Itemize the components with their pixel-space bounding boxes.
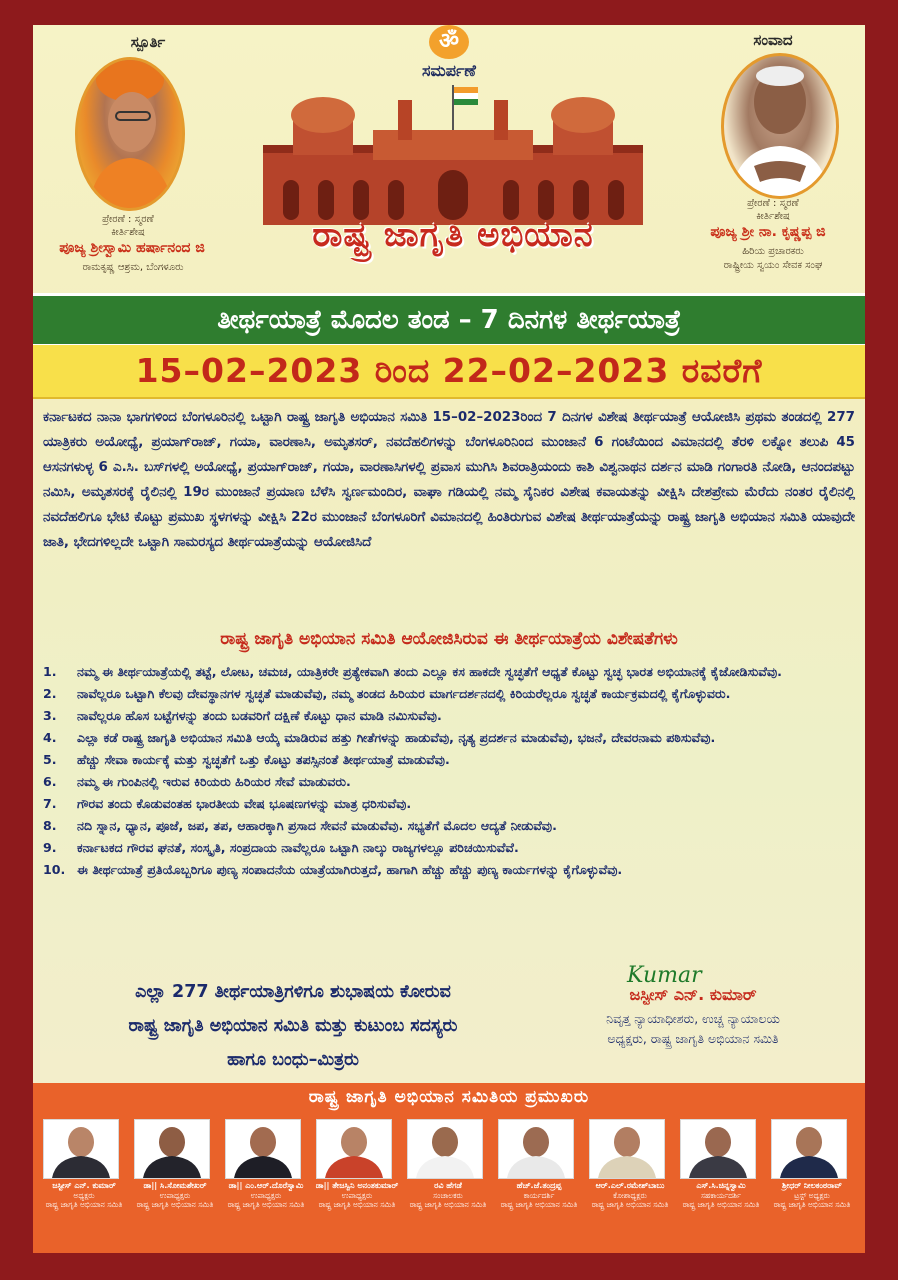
feature-item: 1. ನಮ್ಮ ಈ ತೀರ್ಥಯಾತ್ರೆಯಲ್ಲಿ ತಟ್ಟೆ, ಲೋಟ, ಚಮಚ, ಯಾತ್ರಿಕರೇ ಪ್ರತ್ಯೇಕವಾಗಿ ತಂದು ಎಲ್ಲೂ ಕಸ ಹಾಕದೇ ಸ್ವಚ್ಛತೆಗೆ ಆಧ್ಯತೆ ಕೊಟ್ಟು ಸ್ವಚ್ಛ ಭಾರತ ಅಭಿಯಾನಕ್ಕೆ ಕೈಜೋಡಿಸುವೆವು. — [43, 664, 782, 679]
avatar — [681, 1120, 755, 1178]
left-portrait-image — [78, 60, 182, 208]
right-portrait — [721, 53, 839, 199]
feature-item: 10. ಈ ತೀರ್ಥಯಾತ್ರೆ ಪ್ರತಿಯೊಬ್ಬರಿಗೂ ಪುಣ್ಯ ಸಂಪಾದನೆಯ ಯಾತ್ರೆಯಾಗಿರುತ್ತದೆ, ಹಾಗಾಗಿ ಹೆಚ್ಚು ಹೆಚ್ಚು ಪುಣ್ಯ ಕಾರ್ಯಗಳನ್ನು ಕೈಗೊಳ್ಳುವೆವು. — [43, 862, 623, 877]
member-card: ಆರ್.ಎಲ್.ರಮೇಶ್‌ಬಾಬು ಕೋಶಾಧ್ಯಕ್ಷರು ರಾಷ್ಟ್ರ ಜಾಗೃತಿ ಅಭಿಯಾನ ಸಮಿತಿ — [585, 1119, 675, 1209]
red-fort-illustration — [263, 85, 643, 225]
right-line2: ಕೀರ್ತಿಶೇಷ — [756, 211, 790, 222]
features-heading: ರಾಷ್ಟ್ರ ಜಾಗೃತಿ ಅಭಿಯಾನ ಸಮಿತಿ ಆಯೋಜಿಸಿರುವ ಈ ತೀರ್ಥಯಾತ್ರೆಯ ವಿಶೇಷತೆಗಳು — [220, 629, 678, 649]
signatory-name: ಜಸ್ಟೀಸ್ ಎನ್. ಕುಮಾರ್ — [629, 985, 757, 1004]
member-card: ಹೆಚ್.ಜೆ.ತಂದ್ರಪ್ಪ ಕಾರ್ಯದರ್ಶಿ ರಾಷ್ಟ್ರ ಜಾಗೃತಿ ಅಭಿಯಾನ ಸಮಿತಿ — [494, 1119, 584, 1209]
member-photo — [680, 1119, 756, 1179]
right-line1: ಪ್ರೇರಣೆ : ಸ್ಮರಣೆ — [747, 198, 799, 209]
feature-item: 9. ಕರ್ನಾಟಕದ ಗೌರವ ಘನತೆ, ಸಂಸ್ಕೃತಿ, ಸಂಪ್ರದಾಯ ನಾವೆಲ್ಲರೂ ಒಟ್ಟಾಗಿ ನಾಲ್ಕು ರಾಜ್ಯಗಳಲ್ಲೂ ಪರಿಚಯಿಸುವೆವೆ. — [43, 840, 519, 855]
member-card: ಜಸ್ಟೀಸ್ ಎನ್. ಕುಮಾರ್ ಅಧ್ಯಕ್ಷರು ರಾಷ್ಟ್ರ ಜಾಗೃತಿ ಅಭಿಯಾನ ಸಮಿತಿ — [39, 1119, 129, 1209]
closing-line-2: ರಾಷ್ಟ್ರ ಜಾಗೃತಿ ಅಭಿಯಾನ ಸಮಿತಿ ಮತ್ತು ಕುಟುಂಬ ಸದಸ್ಯರು — [128, 1016, 458, 1036]
member-photo — [43, 1119, 119, 1179]
avatar — [226, 1120, 300, 1178]
closing-line-3: ಹಾಗೂ ಬಂಧು–ಮಿತ್ರರು — [227, 1050, 359, 1070]
pilgrimage-banner: ತೀರ್ಥಯಾತ್ರೆ ಮೊದಲ ತಂಡ – 7 ದಿನಗಳ ತೀರ್ಥಯಾತ್ರೆ — [33, 293, 865, 347]
om-icon: ॐ — [429, 25, 469, 59]
member-card: ಶ್ರೀಧರ್ ನೀಲಕಂಠರಾವ್ ಟ್ರಸ್ಟ್ ಅಧ್ಯಕ್ಷರು ರಾಷ್ಟ್ರ ಜಾಗೃತಿ ಅಭಿಯಾನ ಸಮಿತಿ — [767, 1119, 857, 1209]
member-card: ರವಿ ಹೆಗಡೆ ಸಂಚಾಲಕರು ರಾಷ್ಟ್ರ ಜಾಗೃತಿ ಅಭಿಯಾನ ಸಮಿತಿ — [403, 1119, 493, 1209]
features-list — [41, 661, 857, 881]
feature-item: 6. ನಮ್ಮ ಈ ಗುಂಪಿನಲ್ಲಿ ಇರುವ ಕಿರಿಯರು ಹಿರಿಯರ ಸೇವೆ ಮಾಡುವರು. — [43, 774, 351, 789]
member-card: ಡಾ|| ಸಿ.ಸೋಮಶೇಖರ್ ಉಪಾಧ್ಯಕ್ಷರು ರಾಷ್ಟ್ರ ಜಾಗೃತಿ ಅಭಿಯಾನ ಸಮಿತಿ — [130, 1119, 220, 1209]
left-heading: ಸ್ಪೂರ್ತಿ — [130, 33, 166, 51]
member-card: ಎಸ್.ಸಿ.ಚಿನ್ನಸ್ವಾಮಿ ಸಹಕಾರ್ಯದರ್ಶಿ ರಾಷ್ಟ್ರ ಜಾಗೃತಿ ಅಭಿಯಾನ ಸಮಿತಿ — [676, 1119, 766, 1209]
right-name: ಪೂಜ್ಯ ಶ್ರೀ ನಾ. ಕೃಷ್ಣಪ್ಪ ಜಿ — [710, 224, 826, 240]
left-portrait — [75, 57, 185, 211]
members-heading: ರಾಷ್ಟ್ರ ಜಾಗೃತಿ ಅಭಿಯಾನ ಸಮಿತಿಯ ಪ್ರಮುಖರು — [308, 1087, 590, 1107]
avatar — [44, 1120, 118, 1178]
left-line1: ಪ್ರೇರಣೆ : ಸ್ಮರಣೆ — [102, 214, 154, 225]
right-portrait-image — [724, 56, 836, 196]
right-heading: ಸಂವಾದ — [753, 31, 793, 49]
signatory-title-1: ನಿವೃತ್ತ ನ್ಯಾಯಾಧೀಶರು, ಉಚ್ಚ ನ್ಯಾಯಾಲಯ — [606, 1011, 780, 1026]
feature-item: 8. ನದಿ ಸ್ನಾನ, ಧ್ಯಾನ, ಪೂಜೆ, ಜಪ, ತಪ, ಆಹಾರಕ್ಕಾಗಿ ಪ್ರಸಾದ ಸೇವನೆ ಮಾಡುವೆವು. ಸಭ್ಯತೆಗೆ ಮೊದಲ ಆದ್ಯತೆ ನೀಡುವೆವು. — [43, 818, 557, 833]
right-role: ಹಿರಿಯ ಪ್ರಚಾರಕರು — [742, 246, 804, 257]
avatar — [135, 1120, 209, 1178]
left-line2: ಕೀರ್ತಿಶೇಷ — [111, 227, 145, 238]
description-paragraph: ಕರ್ನಾಟಕದ ನಾನಾ ಭಾಗಗಳಿಂದ ಬೆಂಗಳೂರಿನಲ್ಲಿ ಒಟ್ಟಾಗಿ ರಾಷ್ಟ್ರ ಜಾಗೃತಿ ಅಭಿಯಾನ ಸಮಿತಿ 15–02–2023ರಿಂದ 7 ದಿನಗಳ ವಿಶೇಷ ತೀರ್ಥಯಾತ್ರೆ ಆಯೋಜಿಸಿ ಪ್ರಥಮ ತಂಡದಲ್ಲಿ 277 ಯಾತ್ರಿಕರು ಅಯೋಧ್ಯೆ, ಪ್ರಯಾಗ್‌ರಾಜ್, ಗಯಾ, ವಾರಣಾಸಿ, ಅಮೃತಸರ್, ನವದೆಹಲಿಗಳನ್ನು ಬೆಂಗಳೂರಿನಿಂದ ಮುಂಜಾನೆ 6 ಗಂಟೆಯಿಂದ ವಿಮಾನದಲ್ಲಿ ತೆರಳಿ ಲಕ್ನೋ ತಲುಪಿ 45 ಆಸನಗಳುಳ್ಳ 6 ಎ.ಸಿ. ಬಸ್‌ಗಳಲ್ಲಿ ಅಯೋಧ್ಯೆ, ಪ್ರಯಾಗ್‌ರಾಜ್, ಗಯಾ, ವಾರಣಾಸಿಗಳಲ್ಲಿ ಪ್ರವಾಸ ಮುಗಿಸಿ ಶಿವರಾತ್ರಿಯಂದು ಕಾಶಿ ವಿಶ್ವನಾಥನ ದರ್ಶನ ಮಾಡಿ ಗಂಗಾರತಿ ನೋಡಿ, ಆನಂದಪಟ್ಟು ನಮಿಸಿ, ಅಮೃತಸರಕ್ಕೆ ರೈಲಿನಲ್ಲಿ 19ರ ಮುಂಜಾನೆ ಪ್ರಯಾಣ ಬೆಳೆಸಿ ಸ್ವರ್ಣಮಂದಿರ, ವಾಘಾ ಗಡಿಯಲ್ಲಿ ನಮ್ಮ ಸೈನಿಕರ ವಿಶೇಷ ಕವಾಯತನ್ನು ವೀಕ್ಷಿಸಿ ದೇಶಪ್ರೇಮ ಮೆರೆದು ನಂತರ ರೈಲಿನಲ್ಲಿ ನವದೆಹಲಿಗೂ ಭೇಟಿ ಕೊಟ್ಟು ಪ್ರಮುಖ ಸ್ಥಳಗಳನ್ನು ವೀಕ್ಷಿಸಿ 22ರ ಮುಂಜಾನೆ ಬೆಂಗಳೂರಿಗೆ ವಿಮಾನದಲ್ಲಿ ಹಿಂತಿರುಗುವ ವಿಶೇಷ ತೀರ್ಥಯಾತ್ರೆಯನ್ನು ರಾಷ್ಟ್ರ ಜಾಗೃತಿ ಅಭಿಯಾನ ಸಮಿತಿ ಯಾವುದೇ ಜಾತಿ, ಭೇದಗಳಿಲ್ಲದೇ ಒಟ್ಟಾಗಿ ಸಾಮರಸ್ಯದ ತೀರ್ಥಯಾತ್ರೆಯನ್ನು ಆಯೋಜಿಸಿದೆ — [43, 410, 856, 550]
member-card: ಡಾ|| ತೇಜಸ್ವಿನಿ ಅನಂತಕುಮಾರ್ ಉಪಾಧ್ಯಕ್ಷರು ರಾಷ್ಟ್ರ ಜಾಗೃತಿ ಅಭಿಯಾನ ಸಮಿತಿ — [312, 1119, 402, 1209]
feature-item: 2. ನಾವೆಲ್ಲರೂ ಒಟ್ಟಾಗಿ ಕೆಲವು ದೇವಸ್ಥಾನಗಳ ಸ್ವಚ್ಛತೆ ಮಾಡುವೆವು, ನಮ್ಮ ತಂಡದ ಹಿರಿಯರ ಮಾರ್ಗದರ್ಶನದಲ್ಲಿ ಕಿರಿಯರೆಲ್ಲರೂ ಸ್ವಚ್ಛತೆ ಕಾರ್ಯಕ್ರಮದಲ್ಲಿ ಕೈಗೊಳ್ಳುವರು. — [43, 686, 731, 701]
avatar — [317, 1120, 391, 1178]
member-card: ಡಾ|| ಎಂ.ಆರ್.ದೊರೆಸ್ವಾಮಿ ಉಪಾಧ್ಯಕ್ಷರು ರಾಷ್ಟ್ರ ಜಾಗೃತಿ ಅಭಿಯಾನ ಸಮಿತಿ — [221, 1119, 311, 1209]
member-photo — [316, 1119, 392, 1179]
member-photo — [771, 1119, 847, 1179]
avatar — [772, 1120, 846, 1178]
member-photo — [498, 1119, 574, 1179]
poster-content — [33, 25, 865, 1253]
signature: Kumar — [627, 963, 702, 988]
feature-item: 7. ಗೌರವ ತಂದು ಕೊಡುವಂತಹ ಭಾರತೀಯ ವೇಷ ಭೂಷಣಗಳನ್ನು ಮಾತ್ರ ಧರಿಸುವೆವು. — [43, 796, 412, 811]
signatory-title — [543, 1009, 843, 1049]
member-photo — [407, 1119, 483, 1179]
member-photo — [134, 1119, 210, 1179]
feature-item: 3. ನಾವೆಲ್ಲರೂ ಹೊಸ ಬಟ್ಟೆಗಳನ್ನು ತಂದು ಬಡವರಿಗೆ ದಕ್ಷಿಣೆ ಕೊಟ್ಟು ಧಾನ ಮಾಡಿ ನಮಿಸುವೆವು. — [43, 708, 442, 723]
main-title: ರಾಷ್ಟ್ರ ಜಾಗೃತಿ ಅಭಿಯಾನ — [312, 215, 594, 255]
right-org: ರಾಷ್ಟ್ರೀಯ ಸ್ವಯಂ ಸೇವಕ ಸಂಘ — [723, 260, 823, 271]
member-photo — [225, 1119, 301, 1179]
closing-message — [43, 975, 543, 1077]
closing-line-1: ಎಲ್ಲಾ 277 ತೀರ್ಥಯಾತ್ರಿಗಳಿಗೂ ಶುಭಾಷಯ ಕೋರುವ — [135, 982, 451, 1002]
left-org: ರಾಮಕೃಷ್ಣ ಆಶ್ರಮ, ಬೆಂಗಳೂರು — [82, 262, 184, 273]
left-name: ಪೂಜ್ಯ ಶ್ರೀಸ್ವಾಮಿ ಹರ್ಷಾನಂದ ಜಿ — [59, 240, 205, 256]
member-photo — [589, 1119, 665, 1179]
feature-item: 5. ಹೆಚ್ಚು ಸೇವಾ ಕಾರ್ಯಕ್ಕೆ ಮತ್ತು ಸ್ವಚ್ಛತೆಗೆ ಒತ್ತು ಕೊಟ್ಟು ತಪಸ್ಸಿನಂತೆ ತೀರ್ಥಯಾತ್ರೆ ಮಾಡುವೆವು. — [43, 752, 450, 767]
avatar — [590, 1120, 664, 1178]
avatar — [499, 1120, 573, 1178]
samarpane-label: ಸಮರ್ಪಣೆ — [422, 61, 476, 80]
date-banner: 15–02–2023 ರಿಂದ 22–02–2023 ರವರೆಗೆ — [33, 345, 865, 399]
signatory-title-2: ಅಧ್ಯಕ್ಷರು, ರಾಷ್ಟ್ರ ಜಾಗೃತಿ ಅಭಿಯಾನ ಸಮಿತಿ — [607, 1031, 779, 1046]
avatar — [408, 1120, 482, 1178]
feature-item: 4. ಎಲ್ಲಾ ಕಡೆ ರಾಷ್ಟ್ರ ಜಾಗೃತಿ ಅಭಿಯಾನ ಸಮಿತಿ ಆಯ್ಕೆ ಮಾಡಿರುವ ಹತ್ತು ಗೀತೆಗಳನ್ನು ಹಾಡುವೆವು, ನೃತ್ಯ ಪ್ರದರ್ಶನ ಮಾಡುವೆವು, ಭಜನೆ, ದೇವರನಾಮ ಪಠಿಸುವೆವು. — [43, 730, 716, 745]
